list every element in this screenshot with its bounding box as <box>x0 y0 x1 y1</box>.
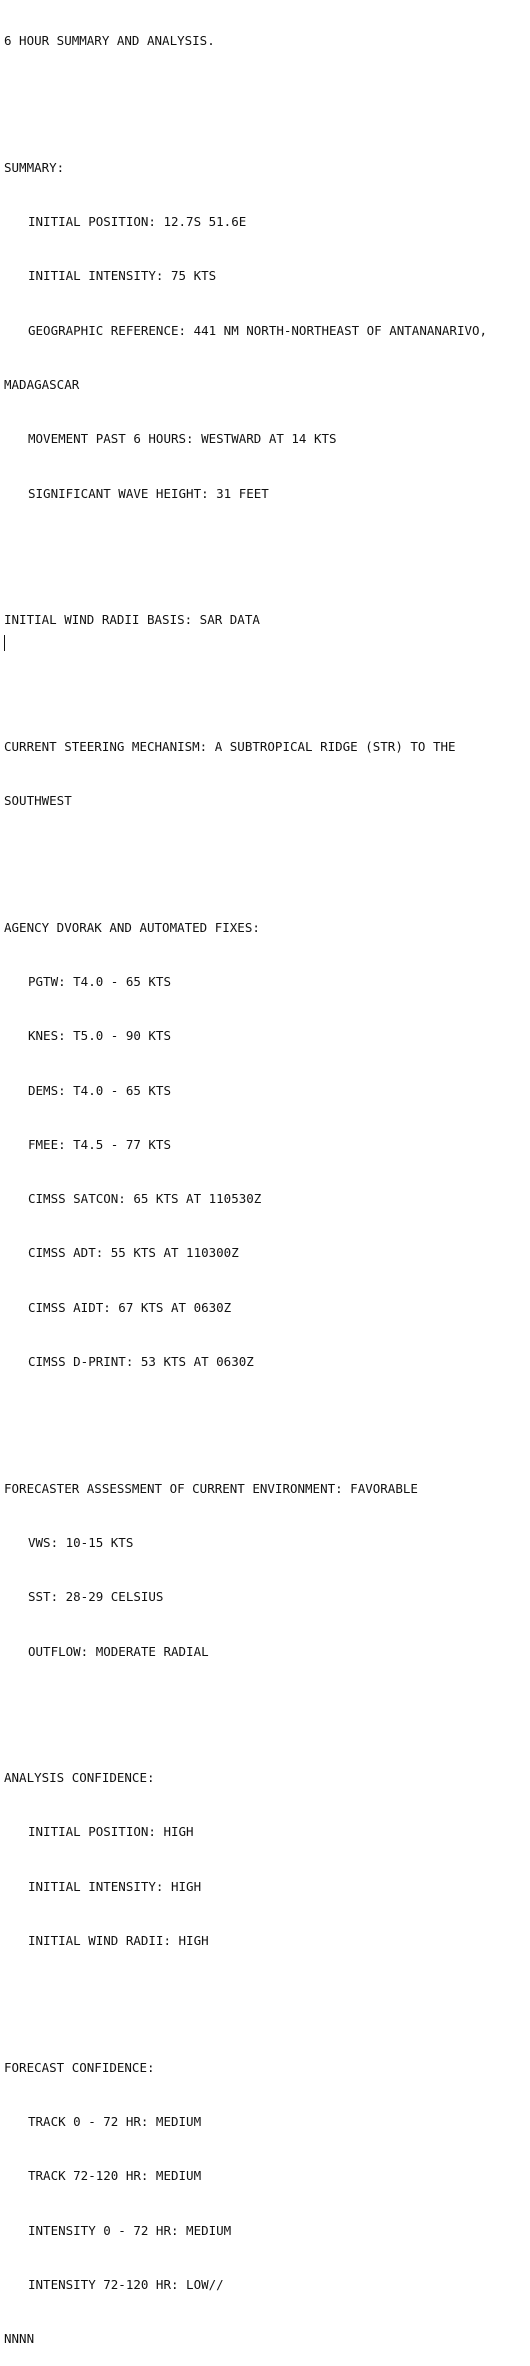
initial-position: INITIAL POSITION: 12.7S 51.6E <box>28 214 247 230</box>
document-title: 6 HOUR SUMMARY AND ANALYSIS. <box>4 33 215 49</box>
outflow: OUTFLOW: MODERATE RADIAL <box>28 1643 209 1659</box>
wind-radii-basis: INITIAL WIND RADII BASIS: SAR DATA <box>4 612 260 628</box>
environment-heading: FORECASTER ASSESSMENT OF CURRENT ENVIRONMENT: FAVORABLE <box>4 1480 418 1496</box>
summary-heading: SUMMARY: <box>4 159 65 175</box>
blank-line <box>4 1697 528 1715</box>
analysis-confidence-position: INITIAL POSITION: HIGH <box>28 1824 194 1840</box>
significant-wave-height: SIGNIFICANT WAVE HEIGHT: 31 FEET <box>28 485 269 501</box>
fix-item: FMEE: T4.5 - 77 KTS <box>28 1136 171 1152</box>
bulletin-document <box>4 0 528 2366</box>
fix-item: CIMSS ADT: 55 KTS AT 110300Z <box>28 1245 239 1261</box>
sea-surface-temperature: SST: 28-29 CELSIUS <box>28 1589 164 1605</box>
blank-line <box>4 1407 528 1425</box>
analysis-confidence-heading: ANALYSIS CONFIDENCE: <box>4 1770 155 1786</box>
vertical-wind-shear: VWS: 10-15 KTS <box>28 1534 134 1550</box>
fix-item: DEMS: T4.0 - 65 KTS <box>28 1082 171 1098</box>
blank-line <box>4 846 528 864</box>
fix-item: CIMSS SATCON: 65 KTS AT 110530Z <box>28 1191 262 1207</box>
forecast-track-0-72: TRACK 0 - 72 HR: MEDIUM <box>28 2113 202 2129</box>
forecast-intensity-0-72: INTENSITY 0 - 72 HR: MEDIUM <box>28 2222 232 2238</box>
blank-line <box>4 86 528 104</box>
geographic-reference-continued: MADAGASCAR <box>4 376 80 392</box>
blank-line <box>4 665 528 683</box>
text-cursor <box>4 635 5 651</box>
forecast-confidence-heading: FORECAST CONFIDENCE: <box>4 2059 155 2075</box>
analysis-confidence-wind-radii: INITIAL WIND RADII: HIGH <box>28 1933 209 1949</box>
analysis-confidence-intensity: INITIAL INTENSITY: HIGH <box>28 1878 202 1894</box>
forecast-track-72-120: TRACK 72-120 HR: MEDIUM <box>28 2168 202 2184</box>
movement-past-6-hours: MOVEMENT PAST 6 HOURS: WESTWARD AT 14 KTS <box>28 431 337 447</box>
fix-item: PGTW: T4.0 - 65 KTS <box>28 974 171 990</box>
fix-item: CIMSS AIDT: 67 KTS AT 0630Z <box>28 1299 232 1315</box>
fix-item: CIMSS D-PRINT: 53 KTS AT 0630Z <box>28 1354 254 1370</box>
steering-mechanism-continued: SOUTHWEST <box>4 793 72 809</box>
fix-item: KNES: T5.0 - 90 KTS <box>28 1028 171 1044</box>
initial-intensity: INITIAL INTENSITY: 75 KTS <box>28 268 217 284</box>
forecast-intensity-72-120: INTENSITY 72-120 HR: LOW// <box>28 2276 224 2292</box>
blank-line <box>4 1986 528 2004</box>
blank-line <box>4 539 528 557</box>
geographic-reference: GEOGRAPHIC REFERENCE: 441 NM NORTH-NORTHEAST OF ANTANANARIVO, <box>28 322 488 338</box>
steering-mechanism: CURRENT STEERING MECHANISM: A SUBTROPICAL RIDGE (STR) TO THE <box>4 738 456 754</box>
end-of-message: NNNN <box>4 2331 35 2347</box>
fixes-heading: AGENCY DVORAK AND AUTOMATED FIXES: <box>4 919 260 935</box>
